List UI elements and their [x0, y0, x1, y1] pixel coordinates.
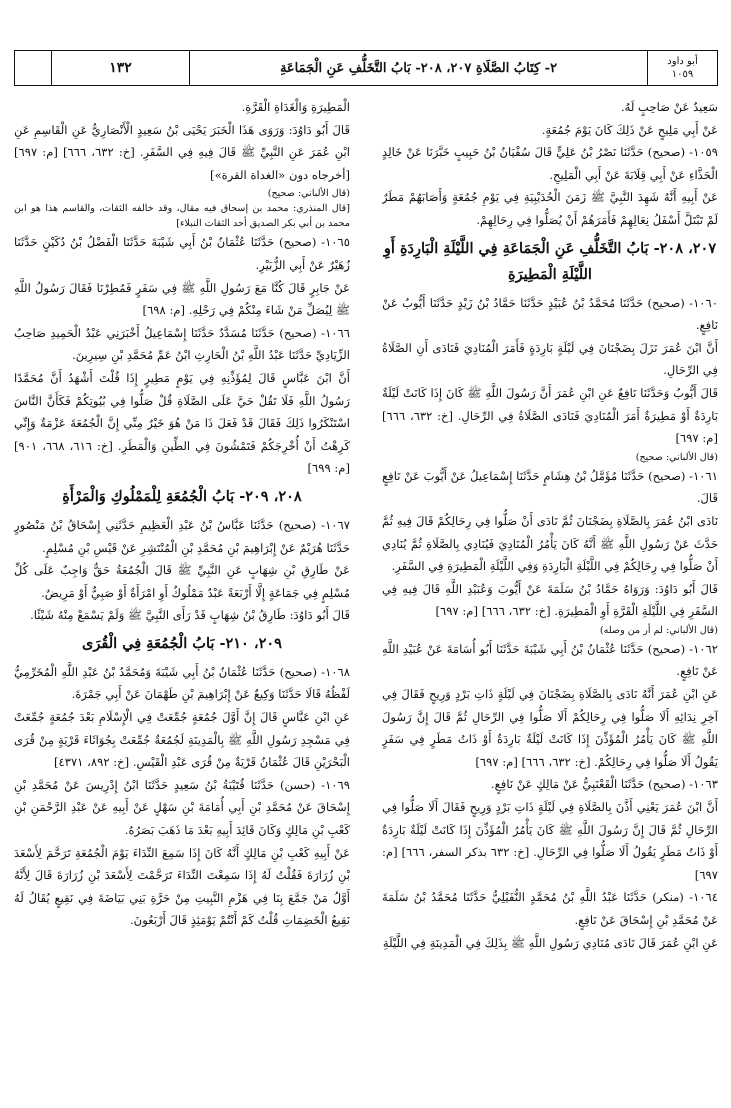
hadith-1059: ١٠٥٩- (صحيح) حَدَّثَنَا نَصْرُ بْنُ عَلِيٍّ قَالَ سُفْيَانُ بْنُ حَبِيبٍ خَبَّرَنَا عَنْ خَالِدٍ الْحَذَّاءِ عَنْ أَبِي قِلَابَةَ عَنْ أَبِي الْمَلِيحِ. [382, 145, 718, 182]
abu-dawud-comment: قَالَ أَبُو دَاوُدَ: وَرَوَاهُ حَمَّادُ بْنُ سَلَمَةَ عَنْ أَيُّوبَ وَعُبَيْدِ اللَّهِ قَالَ فِيهِ فِي السَّفَرِ فِي اللَّيْلَةِ الْقَرَّةِ أَوِ الْمَطِيرَةِ. [خ: ٦٣٢، ٦٦٦] [م: ٦٩٧] [382, 581, 718, 619]
hadith-text: نَادَى ابْنُ عُمَرَ بِالصَّلَاةِ بِضَجْنَانَ ثُمَّ نَادَى أَنْ صَلُّوا فِي رِحَالِكُمْ قَالَ فِيهِ ثُمَّ حَدَّثَ عَنْ رَسُولِ اللَّهِ ﷺ أَنَّهُ كَانَ يَأْمُرُ الْمُنَادِيَ فَيُنَادِي بِالصَّلَاةِ ثُمَّ يُنَادِي أَنْ صَلُّوا فِي رِحَالِكُمْ فِي اللَّيْلَةِ الْبَارِدَةِ وَفِي اللَّيْلَةِ الْمَطِيرَةِ فِي السَّفَرِ. [382, 513, 718, 574]
right-text-column [382, 96, 718, 1106]
chapter-heading-209: ٢٠٩، ٢١٠- بَابُ الْجُمُعَةِ فِي الْقُرَى [82, 634, 282, 652]
hadith-text: عَنِ ابْنِ عُمَرَ أَنَّهُ نَادَى بِالصَّلَاةِ بِضَجْنَانَ فِي لَيْلَةٍ ذَاتِ بَرْدٍ وَرِيحٍ فَقَالَ فِي آخِرِ نِدَائِهِ أَلَا صَلُّوا فِي رِحَالِكُمْ أَلَا صَلُّوا فِي الرِّحَالِ ثُمَّ قَالَ إِنَّ رَسُولَ اللَّهِ ﷺ كَانَ يَأْمُرُ الْمُؤَذِّنَ إِذَا كَانَتْ لَيْلَةٌ بَارِدَةٌ أَوْ ذَاتُ مَطَرٍ فِي سَفَرٍ يَقُولُ أَلَا صَلُّوا فِي رِحَالِكُمْ. [خ: ٦٣٢، ٦٦٦] [م: ٦٩٧] [382, 687, 718, 769]
chapter-heading-207: ٢٠٧، ٢٠٨- بَابُ التَّخَلُّفِ عَنِ الْجَمَاعَةِ فِي اللَّيْلَةِ الْبَارِدَةِ أَوِ اللَّيْلَةِ الْمَطِيرَةِ [383, 239, 717, 283]
text-line: سَعِيدٌ عَنْ صَاحِبٍ لَهُ. [620, 100, 718, 114]
header-blank-cell [15, 51, 51, 85]
hadith-text: أَنَّ ابْنَ عُمَرَ يَعْنِي أَذَّنَ بِالصَّلَاةِ فِي لَيْلَةٍ ذَاتِ بَرْدٍ وَرِيحٍ فَقَالَ أَلَا صَلُّوا فِي الرِّحَالِ ثُمَّ قَالَ إِنَّ رَسُولَ اللَّهِ ﷺ كَانَ يَأْمُرُ الْمُؤَذِّنَ إِذَا كَانَتْ لَيْلَةٌ بَارِدَةٌ أَوْ ذَاتُ مَطَرٍ يَقُولُ أَلَا صَلُّوا فِي الرِّحَالِ. [خ: ٦٣٢ بذكر السفر، ٦٦٦] [م: ٦٩٧] [382, 800, 718, 882]
text-line: الْمَطِيرَةِ وَالْغَدَاةِ الْقَرَّةِ. [241, 100, 350, 114]
left-text-column [14, 96, 350, 1106]
hadith-1068: ١٠٦٨- (صحيح) حَدَّثَنَا عُثْمَانُ بْنُ أَبِي شَيْبَةَ وَمُحَمَّدُ بْنُ عَبْدِ اللَّهِ الْمُخَرِّمِيُّ لَفْظُهُ قَالَا حَدَّثَنَا وَكِيعٌ عَنْ إِبْرَاهِيمَ بْنِ طَهْمَانَ عَنْ أَبِي جَمْرَةَ. [14, 664, 350, 702]
hadith-text: أَنَّ ابْنَ عُمَرَ نَزَلَ بِضَجْنَانَ فِي لَيْلَةٍ بَارِدَةٍ فَأَمَرَ الْمُنَادِيَ فَنَادَى أَنِ الصَّلَاةُ فِي الرِّحَالِ. [382, 340, 718, 378]
hadith-text: عَنِ ابْنِ عُمَرَ قَالَ نَادَى مُنَادِي رَسُولِ اللَّهِ ﷺ بِذَلِكَ فِي الْمَدِينَةِ فِي اللَّيْلَةِ [382, 935, 718, 950]
chapter-heading-208: ٢٠٨، ٢٠٩- بَابُ الْجُمُعَةِ لِلْمَمْلُوكِ وَالْمَرْأَةِ [62, 487, 302, 505]
mundhiri-note: [قال المنذري: محمد بن إسحاق فيه مقال، وقد خالفه الثقات، والقاسم هذا هو ابن محمد بن أبي بكر الصديق أحد الثقات النبلاء] [14, 203, 350, 230]
header-hadith-range: ١٠٥٩ [671, 69, 694, 80]
text-line: عَنْ أَبِي مَلِيحٍ عَنْ ذَلِكَ كَانَ يَوْمَ جُمُعَةٍ. [541, 122, 718, 137]
abu-dawud-comment: قَالَ أَبُو دَاوُدَ: وَرَوَى هَذَا الْخَبَرَ يَحْيَى بْنُ سَعِيدٍ الْأَنْصَارِيُّ عَنِ الْقَاسِمِ عَنِ ابْنِ عُمَرَ عَنِ النَّبِيِّ ﷺ قَالَ فِيهِ فِي السَّفَرِ. [خ: ٦٣٢، ٦٦٦] [م: ٦٩٧] [أخرجاه دون «الغداة القرة»] [14, 122, 350, 182]
albani-note: (قال الألباني: صحيح) [267, 188, 350, 200]
albani-note: (قال الألباني: صحيح) [635, 451, 718, 463]
hadith-text: أَنَّ ابْنَ عَبَّاسٍ قَالَ لِمُؤَذِّنِهِ فِي يَوْمٍ مَطِيرٍ إِذَا قُلْتَ أَشْهَدُ أَنَّ مُحَمَّدًا رَسُولُ اللَّهِ فَلَا تَقُلْ حَيَّ عَلَى الصَّلَاةِ قُلْ صَلُّوا فِي بُيُوتِكُمْ فَكَأَنَّ النَّاسَ اسْتَنْكَرُوا ذَلِكَ فَقَالَ قَدْ فَعَلَ ذَا مَنْ هُوَ خَيْرٌ مِنِّي إِنَّ الْجُمُعَةَ عَزْمَةٌ وَإِنِّي كَرِهْتُ أَنْ أُخْرِجَكُمْ فَتَمْشُونَ فِي الطِّينِ وَالْمَطَرِ. [خ: ٦١٦، ٦٦٨، ٩٠١] [م: ٦٩٩] [14, 370, 350, 476]
page [14, 50, 718, 1108]
hadith-1063: ١٠٦٣- (صحيح) حَدَّثَنَا الْقَعْنَبِيُّ عَنْ مَالِكٍ عَنْ نَافِعٍ. [490, 777, 718, 792]
running-header [14, 50, 718, 86]
hadith-1062: ١٠٦٢- (صحيح) حَدَّثَنَا عُثْمَانُ بْنُ أَبِي شَيْبَةَ حَدَّثَنَا أَبُو أُسَامَةَ عَنْ عُبَيْدِ اللَّهِ عَنْ نَافِعٍ. [382, 641, 718, 679]
hadith-1069: ١٠٦٩- (حسن) حَدَّثَنَا قُتَيْبَةُ بْنُ سَعِيدٍ حَدَّثَنَا ابْنُ إِدْرِيسَ عَنْ مُحَمَّدِ بْنِ إِسْحَاقَ عَنْ مُحَمَّدِ بْنِ أَبِي أُمَامَةَ بْنِ سَهْلٍ عَنْ أَبِيهِ عَنْ عَبْدِ الرَّحْمَنِ بْنِ كَعْبِ بْنِ مَالِكٍ وَكَانَ قَائِدَ أَبِيهِ بَعْدَ مَا ذَهَبَ بَصَرُهُ. [14, 777, 350, 838]
hadith-text: عَنْ أَبِيهِ أَنَّهُ شَهِدَ النَّبِيَّ ﷺ زَمَنَ الْحُدَيْبِيَةِ فِي يَوْمِ جُمُعَةٍ وَأَصَابَهُمْ مَطَرٌ لَمْ تَبْتَلَّ أَسْفَلُ نِعَالِهِمْ فَأَمَرَهُمْ أَنْ يُصَلُّوا فِي رِحَالِهِمْ. [382, 190, 718, 227]
hadith-1066: ١٠٦٦- (صحيح) حَدَّثَنَا مُسَدَّدٌ حَدَّثَنَا إِسْمَاعِيلُ أَخْبَرَنِي عَبْدُ الْحَمِيدِ صَاحِبُ الزِّيَادِيِّ حَدَّثَنَا عَبْدُ اللَّهِ بْنُ الْحَارِثِ ابْنُ عَمِّ مُحَمَّدِ بْنِ سِيرِينَ. [14, 325, 350, 363]
header-page-number: ١٣٢ [51, 51, 189, 85]
abu-dawud-comment: قَالَ أَبُو دَاوُدَ: طَارِقُ بْنُ شِهَابٍ قَدْ رَأَى النَّبِيَّ ﷺ وَلَمْ يَسْمَعْ مِنْهُ شَيْئًا. [30, 608, 350, 623]
header-chapter-title: ٢- كِتَابُ الصَّلَاةِ ٢٠٧، ٢٠٨- بَابُ التَّخَلُّفِ عَنِ الْجَمَاعَةِ [189, 51, 647, 85]
hadith-text: عَنْ جَابِرٍ قَالَ كُنَّا مَعَ رَسُولِ اللَّهِ ﷺ فِي سَفَرٍ فَمُطِرْنَا فَقَالَ رَسُولُ اللَّهِ ﷺ لِيُصَلِّ مَنْ شَاءَ مِنْكُمْ فِي رَحْلِهِ. [م: ٦٩٨] [14, 280, 350, 318]
albani-note: (قال الألباني: لم أر من وصله) [599, 624, 718, 636]
hadith-text: قَالَ أَيُّوبُ وَحَدَّثَنَا نَافِعٌ عَنِ ابْنِ عُمَرَ أَنَّ رَسُولَ اللَّهِ ﷺ كَانَ إِذَا كَانَتْ لَيْلَةٌ بَارِدَةٌ أَوْ مَطِيرَةٌ أَمَرَ الْمُنَادِيَ فَنَادَى الصَّلَاةُ فِي الرِّحَالِ. [خ: ٦٣٢، ٦٦٦] [م: ٦٩٧] [382, 385, 718, 446]
hadith-1065: ١٠٦٥- (صحيح) حَدَّثَنَا عُثْمَانُ بْنُ أَبِي شَيْبَةَ حَدَّثَنَا الْفَضْلُ بْنُ دُكَيْنٍ حَدَّثَنَا زُهَيْرٌ عَنْ أَبِي الزُّبَيْرِ. [14, 235, 350, 272]
header-book-name: أبو داود [667, 56, 698, 67]
header-book-cell [647, 51, 717, 85]
hadith-text: عَنْ أَبِيهِ كَعْبِ بْنِ مَالِكٍ أَنَّهُ كَانَ إِذَا سَمِعَ النِّدَاءَ يَوْمَ الْجُمُعَةِ تَرَحَّمَ لِأَسْعَدَ بْنِ زُرَارَةَ فَقُلْتُ لَهُ إِذَا سَمِعْتَ النِّدَاءَ تَرَحَّمْتَ لِأَسْعَدَ بْنِ زُرَارَةَ قَالَ لِأَنَّهُ أَوَّلُ مَنْ جَمَّعَ بِنَا فِي هَزْمِ النَّبِيتِ مِنْ حَرَّةِ بَنِي بَيَاضَةَ فِي نَقِيعٍ يُقَالُ لَهُ نَقِيعُ الْخَضِمَاتِ قُلْتُ كَمْ أَنْتُمْ يَوْمَئِذٍ قَالَ أَرْبَعُونَ. [14, 845, 350, 928]
hadith-1061: ١٠٦١- (صحيح) حَدَّثَنَا مُؤَمَّلُ بْنُ هِشَامٍ حَدَّثَنَا إِسْمَاعِيلُ عَنْ أَيُّوبَ عَنْ نَافِعٍ قَالَ. [382, 468, 718, 506]
hadith-1060: ١٠٦٠- (صحيح) حَدَّثَنَا مُحَمَّدُ بْنُ عُبَيْدٍ حَدَّثَنَا حَمَّادُ بْنُ زَيْدٍ حَدَّثَنَا أَيُّوبُ عَنْ نَافِعٍ. [382, 295, 718, 333]
hadith-1064: ١٠٦٤- (منكر) حَدَّثَنَا عَبْدُ اللَّهِ بْنُ مُحَمَّدٍ النُّفَيْلِيُّ حَدَّثَنَا مُحَمَّدُ بْنُ سَلَمَةَ عَنْ مُحَمَّدِ بْنِ إِسْحَاقَ عَنْ نَافِعٍ. [382, 890, 718, 927]
hadith-text: عَنْ طَارِقِ بْنِ شِهَابٍ عَنِ النَّبِيِّ ﷺ قَالَ الْجُمُعَةُ حَقٌّ وَاجِبٌ عَلَى كُلِّ مُسْلِمٍ فِي جَمَاعَةٍ إِلَّا أَرْبَعَةً عَبْدٌ مَمْلُوكٌ أَوِ امْرَأَةٌ أَوْ صَبِيٌّ أَوْ مَرِيضٌ. [14, 563, 350, 600]
hadith-text: عَنِ ابْنِ عَبَّاسٍ قَالَ إِنَّ أَوَّلَ جُمُعَةٍ جُمِّعَتْ فِي الْإِسْلَامِ بَعْدَ جُمُعَةٍ جُمِّعَتْ فِي مَسْجِدِ رَسُولِ اللَّهِ ﷺ بِالْمَدِينَةِ لَجُمُعَةٌ جُمِّعَتْ بِجُوَاثَاءَ قَرْيَةٍ مِنْ قُرَى الْبَحْرَيْنِ قَالَ عُثْمَانُ قَرْيَةٌ مِنْ قُرَى عَبْدِ الْقَيْسِ. [خ: ٨٩٢، ٤٣٧١] [14, 710, 350, 770]
hadith-1067: ١٠٦٧- (صحيح) حَدَّثَنَا عَبَّاسُ بْنُ عَبْدِ الْعَظِيمِ حَدَّثَنِي إِسْحَاقُ بْنُ مَنْصُورٍ حَدَّثَنَا هُرَيْمٌ عَنْ إِبْرَاهِيمَ بْنِ مُحَمَّدِ بْنِ الْمُنْتَشِرِ عَنْ قَيْسِ بْنِ مُسْلِمٍ. [14, 517, 350, 555]
